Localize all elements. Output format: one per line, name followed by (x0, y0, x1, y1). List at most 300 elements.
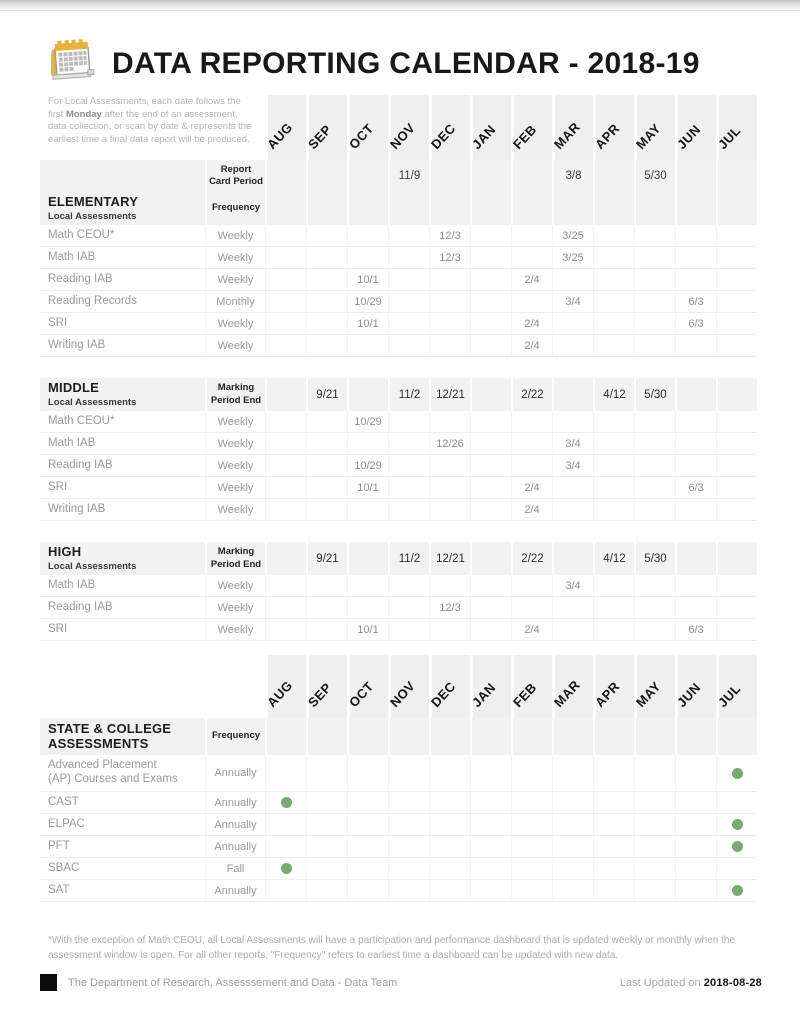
date-value: 2/4 (524, 481, 540, 494)
month-cell-mar (552, 718, 593, 755)
month-cell-sep (306, 313, 347, 334)
frequency-value: Weekly (205, 597, 265, 618)
month-cell-jan (470, 192, 511, 225)
date-value: 12/21 (436, 388, 465, 401)
month-cell-jun (675, 335, 716, 356)
month-cell-nov (388, 225, 429, 246)
assessment-label-line: Reading Records (48, 294, 137, 307)
month-cell-jun (675, 619, 716, 640)
date-value: 10/29 (354, 295, 382, 308)
assessment-row (40, 225, 757, 247)
month-cell-feb (511, 378, 552, 411)
month-cell-apr (593, 291, 634, 312)
schedule-dot (732, 819, 743, 830)
section-col2-header-line: Frequency (211, 730, 261, 742)
month-cell-aug (265, 792, 306, 813)
month-cell-jun (675, 225, 716, 246)
month-cell-feb (511, 411, 552, 432)
section-col2-header (205, 192, 265, 225)
report-card-label (205, 160, 265, 192)
schedule-dot (281, 863, 292, 874)
assessment-label (40, 433, 205, 454)
month-cell-dec (429, 858, 470, 879)
month-cell-sep (306, 335, 347, 356)
month-cell-sep (306, 755, 347, 791)
date-value: 2/4 (524, 339, 540, 352)
date-value: 3/25 (562, 251, 584, 264)
assessment-row (40, 269, 757, 291)
assessment-label (40, 858, 205, 879)
month-cell-nov (388, 619, 429, 640)
month-cell-oct (347, 378, 388, 411)
month-cell-may (634, 455, 675, 476)
month-label: MAY (633, 678, 664, 710)
month-cell-feb (511, 225, 552, 246)
date-value: 2/4 (524, 317, 540, 330)
month-cell-feb (511, 836, 552, 857)
month-cell-dec (429, 619, 470, 640)
month-cell-may (634, 836, 675, 857)
assessment-row (40, 477, 757, 499)
footer-left (40, 974, 397, 991)
month-cell-jan (470, 619, 511, 640)
month-cell-jun (675, 291, 716, 312)
month-cell-jan (470, 477, 511, 498)
assessment-label-line: Reading IAB (48, 272, 113, 285)
month-cell-nov (388, 542, 429, 575)
frequency-value: Weekly (205, 575, 265, 596)
month-cell-oct (347, 455, 388, 476)
date-value: 2/4 (524, 503, 540, 516)
date-value: 10/29 (354, 459, 382, 472)
month-cell-jan (470, 247, 511, 268)
month-cell-sep (306, 477, 347, 498)
month-cell-feb (511, 313, 552, 334)
assessment-row (40, 792, 757, 814)
schedule-dot (732, 768, 743, 779)
assessment-row (40, 858, 757, 880)
month-cell-apr (593, 597, 634, 618)
date-value: 12/26 (436, 437, 464, 450)
department-name: The Department of Research, Assesssement and Data - Data Team (68, 976, 398, 989)
assessment-label (40, 291, 205, 312)
frequency-value: Weekly (205, 455, 265, 476)
month-cell-apr (593, 542, 634, 575)
assessment-label-line: Math IAB (48, 578, 96, 591)
month-cell-jan (470, 880, 511, 901)
month-cell-dec (429, 499, 470, 520)
month-cell-mar (552, 477, 593, 498)
month-cell-jun (675, 160, 716, 192)
month-cell-mar (552, 225, 593, 246)
month-cell-may (634, 858, 675, 879)
month-cell-apr (593, 718, 634, 755)
month-header-cell (265, 95, 306, 160)
month-cell-apr (593, 836, 634, 857)
month-cell-dec (429, 411, 470, 432)
section-title-block (40, 718, 205, 755)
month-cell-feb (511, 880, 552, 901)
month-cell-nov (388, 836, 429, 857)
month-cell-nov (388, 477, 429, 498)
month-cell-dec (429, 542, 470, 575)
month-cell-aug (265, 225, 306, 246)
date-value: 3/4 (565, 295, 581, 308)
month-label: JAN (469, 121, 499, 152)
section-col2-header-line: Period End (210, 394, 262, 406)
schedule-dot (732, 841, 743, 852)
department-logo (40, 974, 57, 991)
month-cell-jun (675, 378, 716, 411)
assessment-row (40, 755, 757, 792)
month-cell-jun (675, 880, 716, 901)
assessment-row (40, 335, 757, 357)
month-cell-jan (470, 792, 511, 813)
month-cell-oct (347, 247, 388, 268)
month-cell-may (634, 542, 675, 575)
month-cell-mar (552, 880, 593, 901)
month-cell-oct (347, 477, 388, 498)
page-footer (40, 974, 762, 991)
month-cell-nov (388, 755, 429, 791)
month-cell-oct (347, 499, 388, 520)
month-cell-feb (511, 755, 552, 791)
month-cell-dec (429, 597, 470, 618)
frequency-value: Weekly (205, 433, 265, 454)
month-cell-mar (552, 378, 593, 411)
month-label: JUN (674, 679, 704, 710)
month-header-cell (716, 95, 757, 160)
month-cell-dec (429, 378, 470, 411)
month-cell-mar (552, 335, 593, 356)
month-cell-aug (265, 160, 306, 192)
month-header-cell (306, 655, 347, 718)
month-cell-jan (470, 378, 511, 411)
month-cell-dec (429, 814, 470, 835)
assessment-row (40, 433, 757, 455)
month-cell-aug (265, 378, 306, 411)
month-cell-mar (552, 247, 593, 268)
month-cell-aug (265, 269, 306, 290)
month-cell-oct (347, 836, 388, 857)
month-cell-jun (675, 313, 716, 334)
month-cell-jan (470, 335, 511, 356)
frequency-value: Weekly (205, 335, 265, 356)
month-header-spacer (40, 655, 265, 718)
month-cell-jun (675, 455, 716, 476)
footnote-text: *With the exception of Math CEOU, all Local Assessments will have a participation and performance dashboard that is updated weekly or monthly when the assessment window is open. For all other reports, "Frequency" refers to earliest time a dashboard can be updated with new data. (48, 935, 736, 961)
month-cell-sep (306, 160, 347, 192)
page-top-edge (0, 0, 800, 11)
month-cell-aug (265, 411, 306, 432)
month-cell-jul (716, 597, 757, 618)
month-cell-jul (716, 335, 757, 356)
month-cell-may (634, 160, 675, 192)
month-cell-apr (593, 247, 634, 268)
month-cell-dec (429, 291, 470, 312)
month-cell-dec (429, 836, 470, 857)
month-cell-aug (265, 755, 306, 791)
month-cell-aug (265, 499, 306, 520)
assessment-label (40, 575, 205, 596)
assessment-label (40, 755, 205, 791)
month-cell-mar (552, 192, 593, 225)
month-cell-dec (429, 880, 470, 901)
month-label: JUN (674, 121, 704, 152)
date-value: 4/12 (603, 552, 626, 565)
month-cell-apr (593, 335, 634, 356)
section-header-row (40, 192, 757, 225)
month-cell-apr (593, 411, 634, 432)
month-cell-jul (716, 858, 757, 879)
frequency-value: Annually (205, 836, 265, 857)
month-cell-sep (306, 192, 347, 225)
section-col2-header (205, 718, 265, 755)
month-header-cell (429, 655, 470, 718)
assessment-label-line: CAST (48, 795, 79, 808)
month-cell-jul (716, 313, 757, 334)
assessment-label-line: ELPAC (48, 817, 85, 830)
month-cell-feb (511, 247, 552, 268)
month-cell-apr (593, 880, 634, 901)
month-cell-oct (347, 269, 388, 290)
month-cell-feb (511, 477, 552, 498)
month-label: MAR (551, 119, 584, 152)
month-header-cell (511, 95, 552, 160)
date-value: 12/3 (439, 251, 461, 264)
month-cell-nov (388, 433, 429, 454)
month-cell-sep (306, 597, 347, 618)
month-cell-aug (265, 247, 306, 268)
month-cell-feb (511, 718, 552, 755)
month-cell-jul (716, 225, 757, 246)
report-card-label-line: Report (220, 163, 252, 175)
month-cell-apr (593, 814, 634, 835)
month-label: FEB (510, 121, 540, 152)
assessment-label-line: Advanced Placement (48, 759, 157, 772)
date-value: 6/3 (688, 623, 704, 636)
month-cell-oct (347, 880, 388, 901)
month-cell-oct (347, 411, 388, 432)
assessment-row (40, 247, 757, 269)
month-label: AUG (264, 119, 296, 152)
last-updated: Last Updated on 2018-08-28 (619, 976, 762, 989)
date-value: 9/21 (316, 552, 339, 565)
month-label: NOV (387, 678, 419, 710)
date-value: 11/9 (398, 170, 421, 182)
month-cell-mar (552, 291, 593, 312)
month-header-cell (470, 95, 511, 160)
month-cell-jul (716, 542, 757, 575)
month-cell-feb (511, 575, 552, 596)
month-cell-jul (716, 269, 757, 290)
month-cell-aug (265, 433, 306, 454)
month-cell-jan (470, 160, 511, 192)
month-cell-may (634, 291, 675, 312)
frequency-value: Fall (205, 858, 265, 879)
month-cell-mar (552, 411, 593, 432)
section-title-block (40, 378, 205, 411)
month-cell-jul (716, 619, 757, 640)
month-label: MAY (633, 120, 664, 152)
assessment-label-line: PFT (48, 839, 70, 852)
assessment-label-line: SRI (48, 316, 68, 329)
date-value: 5/30 (644, 552, 667, 565)
month-cell-aug (265, 542, 306, 575)
month-cell-nov (388, 597, 429, 618)
page-header (44, 38, 700, 89)
assessment-label-line: SBAC (48, 861, 80, 874)
month-cell-jun (675, 411, 716, 432)
month-cell-may (634, 225, 675, 246)
month-cell-apr (593, 192, 634, 225)
month-cell-may (634, 718, 675, 755)
section-col2-header-line: Frequency (211, 202, 261, 214)
date-value: 10/29 (354, 415, 382, 428)
month-cell-nov (388, 455, 429, 476)
month-cell-dec (429, 718, 470, 755)
month-cell-jan (470, 575, 511, 596)
date-value: 12/21 (436, 552, 465, 565)
month-cell-oct (347, 755, 388, 791)
frequency-value: Weekly (205, 313, 265, 334)
assessment-label (40, 499, 205, 520)
last-updated-date: 2018-08-28 (703, 976, 762, 989)
month-cell-jul (716, 378, 757, 411)
date-value: 2/4 (524, 273, 540, 286)
month-cell-feb (511, 433, 552, 454)
month-cell-aug (265, 477, 306, 498)
date-value: 12/3 (439, 601, 461, 614)
month-cell-jun (675, 836, 716, 857)
month-cell-jan (470, 597, 511, 618)
assessment-row (40, 597, 757, 619)
frequency-value: Weekly (205, 499, 265, 520)
month-cell-mar (552, 269, 593, 290)
month-cell-may (634, 499, 675, 520)
month-cell-apr (593, 455, 634, 476)
date-value: 11/2 (398, 552, 421, 565)
month-cell-apr (593, 575, 634, 596)
month-header-cell (634, 655, 675, 718)
date-value: 6/3 (688, 481, 704, 494)
month-label: DEC (428, 120, 459, 152)
section-title: HIGH (48, 544, 82, 560)
date-value: 3/4 (565, 579, 581, 592)
month-cell-dec (429, 192, 470, 225)
month-cell-dec (429, 160, 470, 192)
month-cell-jun (675, 477, 716, 498)
section-header-row (40, 718, 757, 755)
month-cell-feb (511, 192, 552, 225)
section-subtitle: Local Assessments (48, 210, 137, 222)
frequency-value: Weekly (205, 269, 265, 290)
month-cell-may (634, 792, 675, 813)
month-cell-may (634, 269, 675, 290)
month-label: JUL (715, 122, 744, 152)
assessment-label (40, 792, 205, 813)
month-cell-dec (429, 455, 470, 476)
month-cell-oct (347, 858, 388, 879)
month-cell-jan (470, 433, 511, 454)
month-cell-dec (429, 335, 470, 356)
month-label: FEB (510, 679, 540, 710)
month-cell-jan (470, 542, 511, 575)
assessment-row (40, 836, 757, 858)
date-value: 10/1 (357, 317, 379, 330)
note-text: For Local Assessments, each date follows the first Monday after the end of an assessment, data collection, or scan by date & represents the earliest time a final data report will be produced. (48, 96, 252, 145)
month-cell-aug (265, 718, 306, 755)
month-header-cell (593, 655, 634, 718)
month-cell-jul (716, 575, 757, 596)
month-cell-aug (265, 619, 306, 640)
month-cell-feb (511, 542, 552, 575)
month-cell-jul (716, 192, 757, 225)
report-card-row (40, 160, 757, 192)
month-cell-dec (429, 313, 470, 334)
month-label: SEP (305, 121, 335, 152)
month-cell-apr (593, 858, 634, 879)
assessment-label (40, 814, 205, 835)
month-cell-jul (716, 814, 757, 835)
date-value: 4/12 (603, 388, 626, 401)
month-header-cell (347, 655, 388, 718)
month-cell-mar (552, 160, 593, 192)
month-cell-oct (347, 160, 388, 192)
month-cell-sep (306, 718, 347, 755)
state-college-table (40, 655, 757, 902)
month-cell-jun (675, 814, 716, 835)
section-subtitle: Local Assessments (48, 396, 137, 408)
assessment-label-line: Reading IAB (48, 600, 113, 613)
assessment-row (40, 499, 757, 521)
month-cell-sep (306, 269, 347, 290)
month-cell-may (634, 477, 675, 498)
section-col2-header-line: Marking (217, 546, 255, 558)
frequency-value: Monthly (205, 291, 265, 312)
month-cell-aug (265, 836, 306, 857)
month-cell-apr (593, 313, 634, 334)
assessment-label (40, 477, 205, 498)
month-cell-feb (511, 455, 552, 476)
month-header-cell (388, 655, 429, 718)
section-col2-header (205, 378, 265, 411)
assessment-label-line: SRI (48, 480, 68, 493)
month-cell-jul (716, 433, 757, 454)
assessment-label-line: SAT (48, 883, 70, 896)
date-value: 6/3 (688, 317, 704, 330)
month-cell-apr (593, 477, 634, 498)
frequency-value: Annually (205, 755, 265, 791)
month-cell-apr (593, 619, 634, 640)
section-subtitle: Local Assessments (48, 560, 137, 572)
month-cell-jan (470, 291, 511, 312)
assessment-row (40, 814, 757, 836)
month-cell-jul (716, 880, 757, 901)
assessment-label-line: Math CEOU* (48, 228, 115, 241)
month-cell-jan (470, 411, 511, 432)
month-cell-jul (716, 247, 757, 268)
assessment-label (40, 597, 205, 618)
month-cell-nov (388, 160, 429, 192)
month-cell-jan (470, 718, 511, 755)
month-label: NOV (387, 120, 419, 152)
month-cell-oct (347, 225, 388, 246)
month-cell-feb (511, 619, 552, 640)
assessment-label-line: Math IAB (48, 436, 96, 449)
month-cell-jun (675, 575, 716, 596)
assessment-label-line: Math CEOU* (48, 414, 115, 427)
